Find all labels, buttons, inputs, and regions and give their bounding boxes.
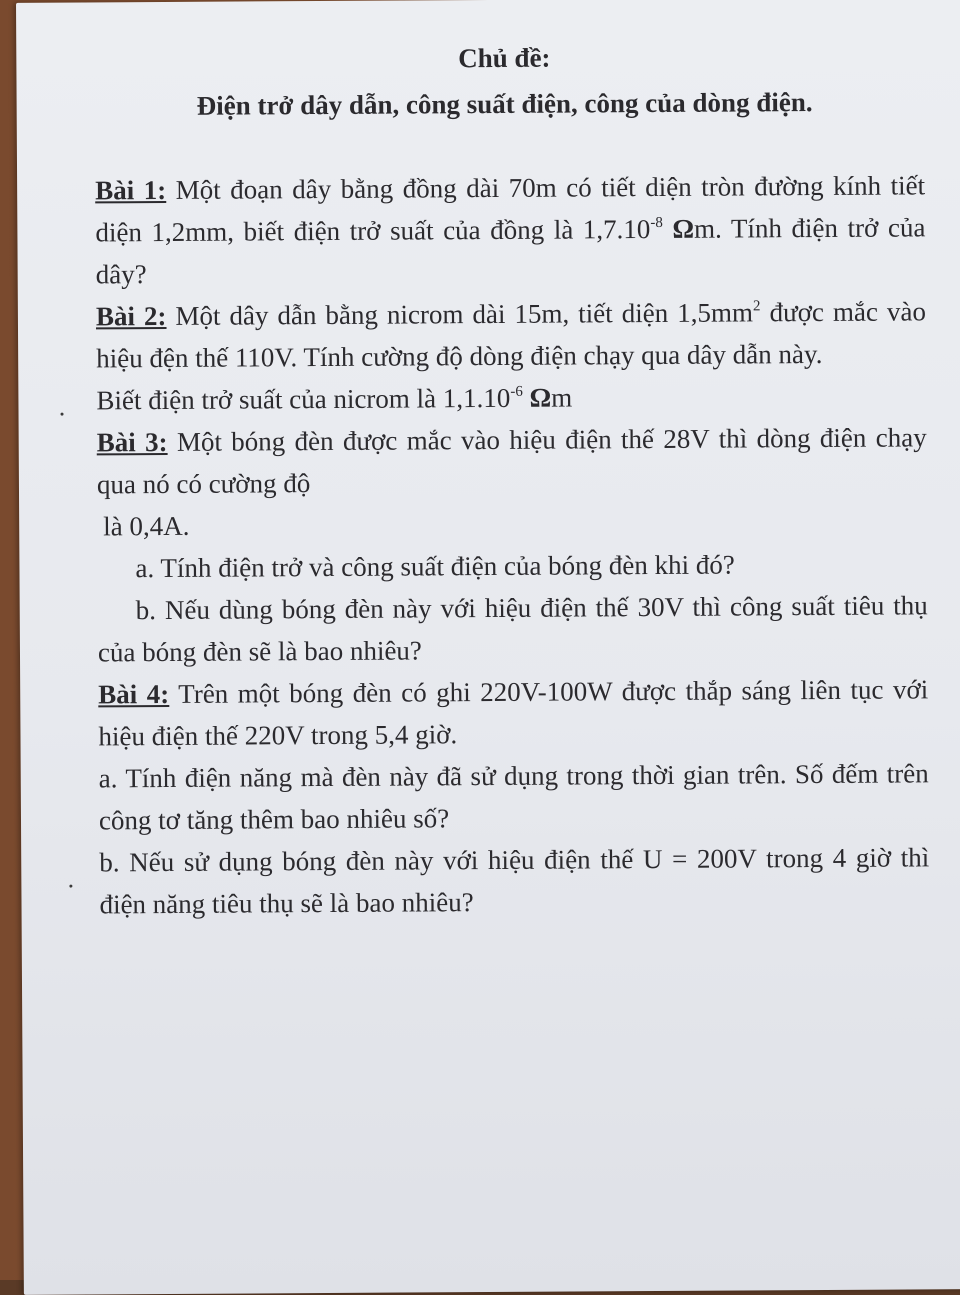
exercise-list	[95, 164, 930, 925]
exercise-2-note-b: m	[551, 382, 573, 413]
paper-speck	[61, 413, 64, 416]
exercise-2-ohm-unit: Ω	[522, 382, 552, 413]
exercise-2-note-a: Biết điện trở suất của nicrom là 1,1.10	[96, 382, 511, 416]
exercise-3-part-b: b. Nếu dùng bóng đèn này với hiệu điện thế 30V thì công suất tiêu thụ của bóng đèn sẽ là bao nhiêu?	[97, 590, 928, 668]
worksheet-paper	[16, 0, 960, 1295]
exercise-1	[95, 164, 926, 295]
worksheet-content	[94, 35, 929, 925]
exercise-2-label: Bài 2:	[95, 300, 167, 332]
exercise-1-text-b: m. Tính điện trở của dây?	[95, 212, 926, 290]
topic-label: Chủ đề:	[458, 42, 551, 74]
paper-speck	[69, 885, 72, 888]
exercise-1-ohm-unit: Ω	[662, 213, 695, 244]
exercise-4-label: Bài 4:	[98, 678, 170, 710]
exercise-3-continued: là 0,4A.	[103, 510, 190, 542]
exercise-2-note	[96, 374, 926, 421]
exercise-4-text: Trên một bóng đèn có ghi 220V-100W được thắp sáng liên tục với hiệu điện thế 220V trong 5,4 giờ.	[98, 674, 929, 752]
topic-title: Điện trở dây dẫn, công suất điện, công của dòng điện.	[196, 87, 813, 121]
exercise-4-part-a: a. Tính điện năng mà đèn này đã sử dụng trong thời gian trên. Số đếm trên công tơ tăng thêm bao nhiêu số?	[98, 758, 929, 836]
exercise-3-part-a: a. Tính điện trở và công suất điện của bóng đèn khi đó?	[135, 549, 735, 584]
exercise-1-text-a: Một đoạn dây bằng đồng dài 70m có tiết diện tròn đường kính tiết diện 1,2mm, biết điện trở suất của đồng là 1,7.10	[95, 170, 926, 248]
exercise-1-exponent: -8	[650, 214, 663, 232]
exercise-3-label: Bài 3:	[96, 426, 168, 458]
exercise-2-text-b: được mắc vào hiệu đện thế 110V. Tính cường độ dòng điện chạy qua dây dẫn này.	[96, 296, 927, 374]
exercise-1-label: Bài 1:	[95, 174, 167, 206]
exercise-2-area-exponent: 2	[752, 298, 761, 315]
exercise-4	[98, 668, 928, 757]
exercise-3-text-a: Một bóng đèn được mắc vào hiệu điện thế 28V thì dòng điện chạy qua nó có cường độ	[96, 422, 927, 500]
exercise-2	[96, 290, 926, 379]
exercise-2-note-exponent: -6	[510, 383, 523, 400]
exercise-3	[97, 416, 927, 505]
exercise-2-text-a: Một dây dẫn bằng nicrom dài 15m, tiết diện 1,5mm	[166, 297, 754, 331]
exercise-4-part-b: b. Nếu sử dụng bóng đèn này với hiệu điện thế U = 200V trong 4 giờ thì điện năng tiêu thụ sẽ là bao nhiêu?	[99, 842, 930, 920]
